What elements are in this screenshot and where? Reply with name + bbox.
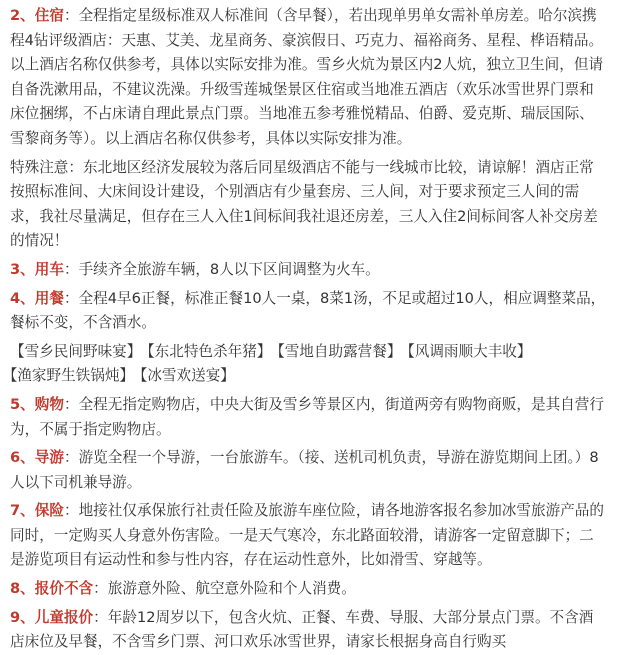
section-title: 9、儿童报价 <box>10 608 94 626</box>
meal-tag: 【风调雨顺大丰收】 <box>407 342 532 360</box>
section-title: 特殊注意： <box>10 158 83 176</box>
section-lodging: 2、住宿：全程指定星级标准双人标准间（含早餐），若出现单男单女需补单房差。哈尔滨携程4钻评级酒店：天惠、艾美、龙星商务、豪滨假日、巧克力、福裕商务、星程、桦语精品。以上酒店名称仅供参考，具体以实际安排为准。雪乡火炕为景区内2人炕，独立卫生间，但请自备洗漱用品，不建议洗澡。升级雪莲城堡景区住宿或当地准五酒店（欢乐冰雪世界门票和床位捆绑，不占床请自理此景点门票。当地准五参考雅悦精品、伯爵、爱克斯、瑞辰国际、雪黎商务等）。以上酒店名称仅供参考，具体以实际安排为准。 <box>10 7 604 147</box>
section-meals: 4、用餐：全程4早6正餐，标准正餐10人一桌，8菜1汤，不足或超过10人，相应调整菜品，餐标不变，不含酒水。 <box>10 289 606 332</box>
section-vehicle: 3、用车：手续齐全旅游车辆，8人以下区间调整为火车。 <box>10 260 380 278</box>
section-body: 旅游意外险、航空意外险和个人消费。 <box>107 580 356 598</box>
section-title: 2、住宿 <box>10 7 64 24</box>
meal-tag: 【渔家野生铁锅炖】 <box>10 367 135 385</box>
section-body: 地接社仅承保旅行社责任险及旅游车座位险，请各地游客报名参加冰雪旅游产品的同时，一定购买人身意外伤害险。一是天气寒冷，东北路面较滑，请游客一定留意脚下；二是游览项目有运动性和参与性内容，存在运动性意外，比如滑雪、穿越等。 <box>10 502 604 569</box>
section-guide: 6、导游：游览全程一个导游，一台旅游车。（接、送机司机负责，导游在游览期间上团。）8人以下司机兼导游。 <box>10 449 599 491</box>
section-title: 8、报价不含 <box>10 580 94 598</box>
meal-tag: 【雪地自助露营餐】 <box>277 342 402 360</box>
section-title: 4、用餐 <box>10 289 64 307</box>
section-body: 全程指定星级标准双人标准间（含早餐），若出现单男单女需补单房差。哈尔滨携程4钻评级酒店：天惠、艾美、龙星商务、豪滨假日、巧克力、福裕商务、星程、桦语精品。以上酒店名称仅供参考，具体以实际安排为准。雪乡火炕为景区内2人炕，独立卫生间，但请自备洗漱用品，不建议洗澡。升级雪莲城堡景区住宿或当地准五酒店（欢乐冰雪世界门票和床位捆绑，不占床请自理此景点门票。当地准五参考雅悦精品、伯爵、爱克斯、瑞辰国际、雪黎商务等）。以上酒店名称仅供参考，具体以实际安排为准。 <box>10 7 604 147</box>
meal-tags <box>10 340 607 389</box>
section-body: 全程无指定购物店，中央大街及雪乡等景区内，街道两旁有购物商贩，是其自营行为，不属于指定购物店。 <box>10 395 604 438</box>
section-insurance: 7、保险：地接社仅承保旅行社责任险及旅游车座位险，请各地游客报名参加冰雪旅游产品的同时，一定购买人身意外伤害险。一是天气寒冷，东北路面较滑，请游客一定留意脚下；二是游览项目有运动性和参与性内容，存在运动性意外，比如滑雪、穿越等。 <box>10 502 604 569</box>
section-body: 手续齐全旅游车辆，8人以下区间调整为火车。 <box>78 260 380 278</box>
section-body: 年龄12周岁以下，包含火炕、正餐、车费、导服、大部分景点门票。不含酒店床位及早餐，不含雪乡门票、河口欢乐冰雪世界，请家长根据身高自行购买 <box>10 608 594 651</box>
section-price-excludes: 8、报价不含：旅游意外险、航空意外险和个人消费。 <box>10 580 356 598</box>
section-body: 游览全程一个导游，一台旅游车。（接、送机司机负责，导游在游览期间上团。）8人以下司机兼导游。 <box>10 449 599 491</box>
section-shopping: 5、购物：全程无指定购物店，中央大街及雪乡等景区内，街道两旁有购物商贩，是其自营行为，不属于指定购物店。 <box>10 395 604 438</box>
section-title: 7、保险 <box>10 502 64 520</box>
meal-tag: 【冰雪欢送宴】 <box>140 367 235 385</box>
section-title: 5、购物 <box>10 395 64 413</box>
section-body: 东北地区经济发展较为落后同星级酒店不能与一线城市比较，请谅解！酒店正常按照标准间、大床间设计建设，个别酒店有少量套房、三人间，对于要求预定三人间的需求，我社尽量满足，但存在三人入住1间标间我社退还房差，三人入住2间标间客人补交房差的情况！ <box>10 158 598 250</box>
meal-tag: 【雪乡民间野味宴】 <box>10 342 142 360</box>
section-special-note <box>10 156 607 254</box>
section-title: 3、用车 <box>10 260 64 278</box>
section-title: 6、导游 <box>10 449 64 467</box>
section-child-price: 9、儿童报价：年龄12周岁以下，包含火炕、正餐、车费、导服、大部分景点门票。不含酒店床位及早餐，不含雪乡门票、河口欢乐冰雪世界，请家长根据身高自行购买 <box>10 608 594 651</box>
section-body: 全程4早6正餐，标准正餐10人一桌，8菜1汤，不足或超过10人，相应调整菜品，餐标不变，不含酒水。 <box>10 289 606 332</box>
meal-tag: 【东北特色杀年猪】 <box>147 342 272 360</box>
